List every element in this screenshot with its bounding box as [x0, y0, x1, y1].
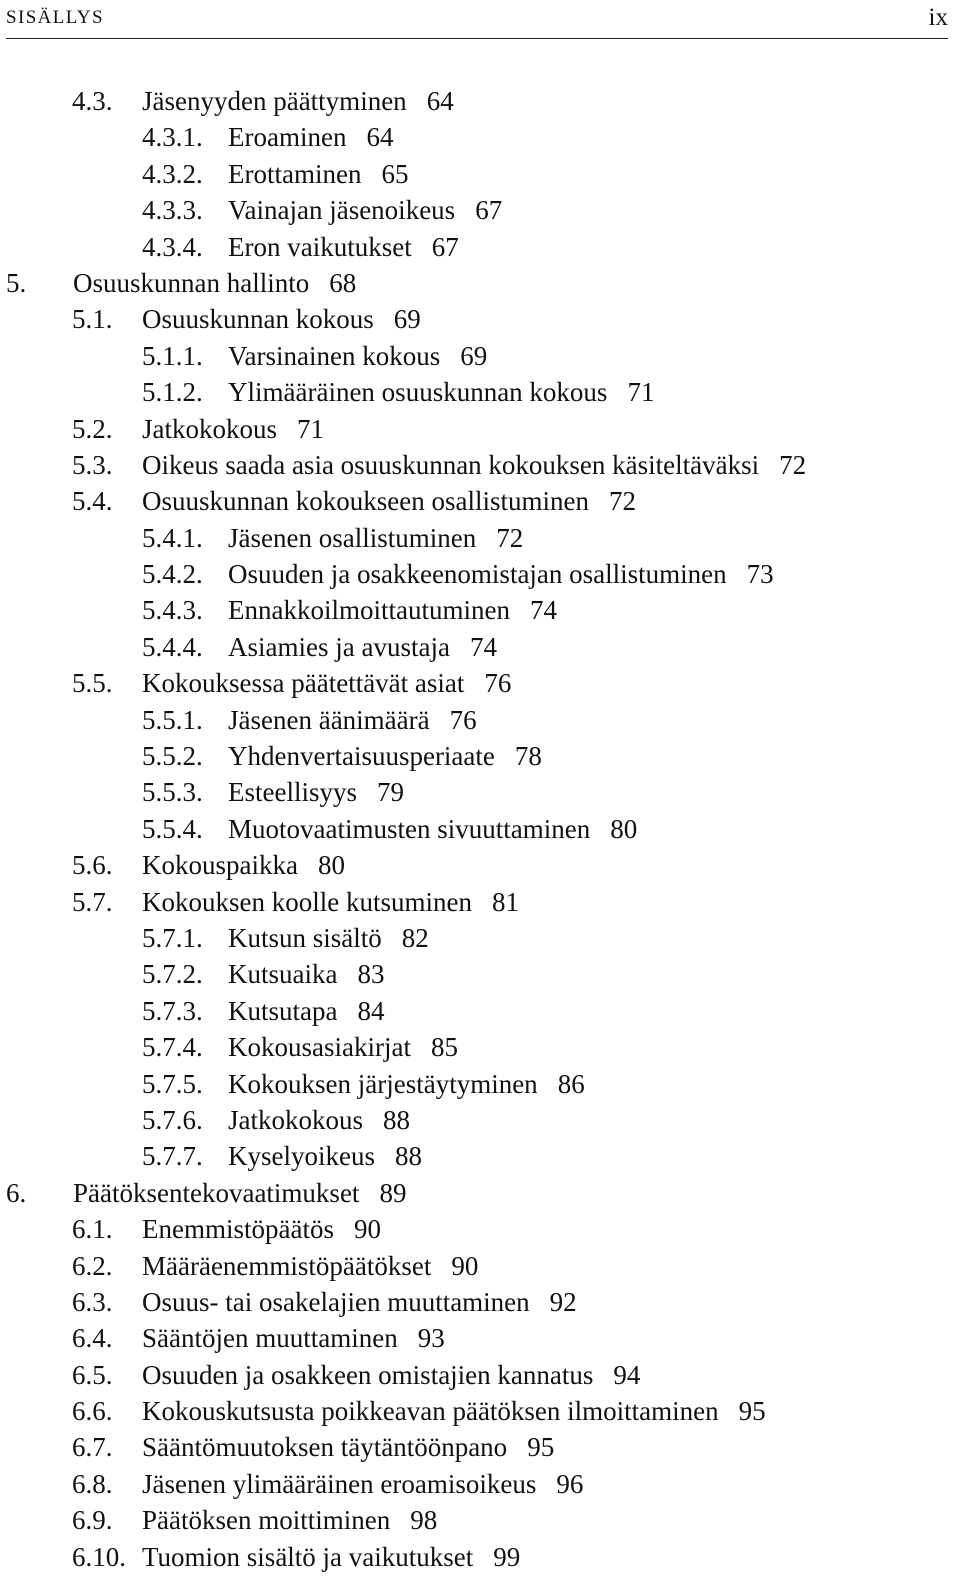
toc-entry-page: 95 [738, 1396, 766, 1427]
toc-entry[interactable] [0, 1066, 960, 1102]
toc-entry-number: 5.4. [72, 486, 113, 517]
toc-entry-text [228, 229, 459, 265]
toc-entry[interactable] [0, 884, 960, 920]
toc-entry-page: 78 [514, 741, 542, 772]
toc-entry-number: 6.9. [72, 1505, 113, 1536]
toc-entry-number: 6. [6, 1177, 27, 1208]
toc-entry-text [228, 1138, 422, 1174]
toc-entry-number: 5.7.2. [142, 959, 203, 990]
toc-entry-text [228, 811, 637, 847]
toc-entry-number: 5.5.4. [142, 813, 203, 844]
toc-entry-title: Sääntömuutoksen täytäntöönpano [142, 1432, 508, 1463]
toc-entry-number: 6.7. [72, 1432, 113, 1463]
toc-entry-text [228, 774, 404, 810]
toc-entry-page: 85 [430, 1032, 458, 1063]
toc-entry-title: Kutsutapa [228, 995, 338, 1026]
toc-entry-page: 67 [431, 231, 459, 262]
toc-entry[interactable] [0, 1248, 960, 1284]
toc-entry-text [228, 156, 408, 192]
toc-entry-title: Eron vaikutukset [228, 231, 412, 262]
toc-entry-page: 89 [379, 1177, 407, 1208]
toc-entry-page: 94 [613, 1359, 641, 1390]
toc-entry-page: 72 [496, 522, 524, 553]
toc-entry-page: 69 [460, 340, 488, 371]
toc-entry[interactable] [0, 665, 960, 701]
toc-entry-page: 76 [449, 704, 477, 735]
toc-entry-page: 74 [529, 595, 557, 626]
toc-entry-number: 5.7.6. [142, 1104, 203, 1135]
toc-entry-page: 82 [401, 922, 429, 953]
toc-entry-text [142, 447, 806, 483]
toc-entry-title: Osuuskunnan kokous [142, 304, 374, 335]
toc-entry[interactable] [0, 229, 960, 265]
toc-entry-page: 86 [557, 1068, 585, 1099]
toc-entry[interactable] [0, 1539, 960, 1575]
toc-entry[interactable] [0, 1320, 960, 1356]
toc-entry-number: 5.4.4. [142, 631, 203, 662]
toc-entry-text [142, 301, 421, 337]
toc-entry-number: 6.10. [72, 1541, 126, 1572]
toc-entry-page: 67 [475, 195, 503, 226]
toc-entry-number: 4.3. [72, 86, 113, 116]
toc-entry-title: Esteellisyys [228, 777, 357, 808]
toc-entry-title: Kokouksen koolle kutsuminen [142, 886, 472, 917]
toc-entry-title: Ennakkoilmoittautuminen [228, 595, 510, 626]
toc-entry-title: Kokouskutsusta poikkeavan päätöksen ilmoittaminen [142, 1396, 719, 1427]
toc-entry-title: Kutsuaika [228, 959, 338, 990]
toc-entry-page: 68 [329, 267, 357, 298]
toc-entry-text [228, 119, 393, 155]
toc-entry[interactable] [0, 556, 960, 592]
toc-entry-number: 5.7.1. [142, 922, 203, 953]
toc-entry-text [228, 374, 654, 410]
toc-entry-text [142, 884, 519, 920]
toc-entry-text [228, 556, 774, 592]
toc-entry-title: Tuomion sisältö ja vaikutukset [142, 1541, 474, 1572]
toc-entry-number: 5.4.1. [142, 522, 203, 553]
toc-entry-text [142, 1466, 583, 1502]
toc-entry-page: 83 [357, 959, 385, 990]
toc-entry-page: 71 [297, 413, 324, 444]
toc-entry[interactable] [0, 301, 960, 337]
toc-entry-page: 73 [746, 559, 774, 590]
toc-entry-page: 99 [493, 1541, 521, 1572]
toc-entry-number: 4.3.2. [142, 158, 203, 189]
toc-entry-title: Jatkokokous [228, 1104, 363, 1135]
toc-entry-page: 88 [383, 1104, 410, 1135]
toc-entry-text [142, 1284, 577, 1320]
toc-entry-title: Kutsun sisältö [228, 922, 382, 953]
toc-entry[interactable] [0, 83, 960, 119]
toc-entry-page: 74 [469, 631, 497, 662]
toc-entry-title: Päätöksen moittiminen [142, 1505, 391, 1536]
toc-entry-title: Osuuden ja osakkeenomistajan osallistuminen [228, 559, 727, 590]
toc-entry-text [228, 1029, 458, 1065]
toc-entry[interactable] [0, 811, 960, 847]
toc-entry-number: 6.1. [72, 1214, 113, 1245]
toc-entry-text [142, 411, 324, 447]
toc-entry[interactable] [0, 1175, 960, 1211]
toc-entry-number: 5.7.5. [142, 1068, 203, 1099]
toc-entry-number: 5.4.2. [142, 559, 203, 590]
toc-entry-title: Varsinainen kokous [228, 340, 441, 371]
toc-entry-page: 64 [366, 122, 394, 153]
toc-entry[interactable] [0, 1029, 960, 1065]
toc-entry-title: Eroaminen [228, 122, 347, 153]
toc-entry-text [142, 1429, 554, 1465]
toc-entry[interactable] [0, 1466, 960, 1502]
toc-entry-number: 5.6. [72, 850, 113, 881]
toc-entry-title: Osuuskunnan hallinto [73, 267, 310, 298]
toc-entry-page: 80 [610, 813, 638, 844]
toc-entry-page: 88 [394, 1141, 422, 1172]
toc-entry-page: 65 [381, 158, 409, 189]
toc-entry-title: Sääntöjen muuttaminen [142, 1323, 398, 1354]
toc-entry-text [142, 1211, 381, 1247]
toc-entry-number: 4.3.4. [142, 231, 203, 262]
toc-entry-number: 5.5.3. [142, 777, 203, 808]
toc-entry[interactable] [0, 1284, 960, 1320]
toc-entry-text [142, 1502, 437, 1538]
toc-entry-number: 5.7.3. [142, 995, 203, 1026]
toc-entry-text [228, 956, 384, 992]
toc-entry-text [228, 629, 497, 665]
toc-entry-page: 90 [353, 1214, 381, 1245]
toc-entry-number: 6.2. [72, 1250, 113, 1281]
toc-entry-title: Muotovaatimusten sivuuttaminen [228, 813, 591, 844]
toc-entry-title: Vainajan jäsenoikeus [228, 195, 456, 226]
toc-entry[interactable] [0, 774, 960, 810]
toc-entry-text [142, 1393, 766, 1429]
toc-entry-text [142, 1320, 445, 1356]
toc-entry-title: Jäsenyyden päättyminen [142, 86, 407, 116]
toc-entry-page: 92 [549, 1286, 577, 1317]
toc-entry[interactable] [0, 483, 960, 519]
toc-entry[interactable] [0, 956, 960, 992]
toc-entry-title: Osuuden ja osakkeen omistajien kannatus [142, 1359, 594, 1390]
toc-entry[interactable] [0, 338, 960, 374]
toc-entry-text [228, 192, 502, 228]
toc-entry[interactable] [0, 1502, 960, 1538]
toc-entry[interactable] [0, 1138, 960, 1174]
toc-entry-page: 81 [491, 886, 519, 917]
toc-entry-number: 5.4.3. [142, 595, 203, 626]
toc-entry-number: 5.2. [72, 413, 113, 444]
toc-entry-text [142, 483, 636, 519]
toc-entry-number: 5.1.2. [142, 377, 203, 408]
toc-entry-text [228, 738, 542, 774]
toc-entry-text [228, 702, 477, 738]
toc-entry-title: Kyselyoikeus [228, 1141, 375, 1172]
toc-entry-text [142, 1357, 640, 1393]
toc-entry-title: Päätöksentekovaatimukset [73, 1177, 360, 1208]
toc-entry[interactable] [0, 629, 960, 665]
toc-entry-number: 4.3.1. [142, 122, 203, 153]
toc-entry-page: 93 [417, 1323, 445, 1354]
toc-entry[interactable] [0, 192, 960, 228]
toc-entry-number: 5.7.7. [142, 1141, 203, 1172]
toc-entry-number: 5.5. [72, 668, 113, 699]
toc-entry-text [228, 920, 429, 956]
toc-entry[interactable] [0, 1102, 960, 1138]
toc-entry-title: Enemmistöpäätös [142, 1214, 334, 1245]
header-title: SISÄLLYS [6, 7, 104, 28]
toc-entry-page: 76 [484, 668, 512, 699]
toc-entry-title: Jäsenen ylimääräinen eroamisoikeus [142, 1468, 537, 1499]
toc-entry-title: Asiamies ja avustaja [228, 631, 450, 662]
toc-entry-title: Määräenemmistöpäätökset [142, 1250, 432, 1281]
toc-entry-page: 80 [317, 850, 345, 881]
toc-entry-text [142, 83, 454, 119]
toc-entry-title: Kokouksessa päätettävät asiat [142, 668, 465, 699]
toc-entry-page: 96 [556, 1468, 584, 1499]
toc-entry[interactable] [0, 592, 960, 628]
toc-entry-text [228, 520, 523, 556]
toc-entry-page: 64 [426, 86, 454, 116]
toc-entry-title: Jäsenen osallistuminen [228, 522, 477, 553]
toc-entry-number: 6.6. [72, 1396, 113, 1427]
toc-entry-title: Jatkokokous [142, 413, 277, 444]
running-header [6, 4, 948, 39]
toc-entry-title: Jäsenen äänimäärä [228, 704, 430, 735]
toc-entry-title: Oikeus saada asia osuuskunnan kokouksen käsiteltäväksi [142, 449, 760, 480]
toc-entry-number: 5.1. [72, 304, 113, 335]
toc-entry[interactable] [0, 1211, 960, 1247]
toc-entry-title: Kokousasiakirjat [228, 1032, 411, 1063]
toc-entry-text [228, 993, 384, 1029]
toc-entry[interactable] [0, 265, 960, 301]
toc-entry[interactable] [0, 738, 960, 774]
toc-entry-number: 5. [6, 267, 27, 298]
toc-entry-page: 69 [393, 304, 421, 335]
toc-entry-text [142, 1539, 520, 1575]
toc-entry-number: 5.3. [72, 449, 113, 480]
toc-entry-page: 95 [527, 1432, 555, 1463]
toc-entry-text [228, 338, 487, 374]
toc-entry[interactable] [0, 1357, 960, 1393]
toc-entry-number: 5.7.4. [142, 1032, 203, 1063]
toc-entry[interactable] [0, 702, 960, 738]
toc-entry[interactable] [0, 520, 960, 556]
toc-entry-number: 6.3. [72, 1286, 113, 1317]
toc-entry-page: 90 [451, 1250, 479, 1281]
toc-entry-title: Kokouksen järjestäytyminen [228, 1068, 538, 1099]
toc-entry[interactable] [0, 993, 960, 1029]
toc-entry-number: 6.8. [72, 1468, 113, 1499]
toc-entry-number: 5.5.1. [142, 704, 203, 735]
toc-entry-page: 98 [410, 1505, 438, 1536]
toc-entry[interactable] [0, 447, 960, 483]
table-of-contents [0, 83, 960, 1575]
toc-entry-text [142, 847, 345, 883]
toc-entry-text [142, 665, 511, 701]
toc-entry-title: Kokouspaikka [142, 850, 298, 881]
header-page-number: ix [928, 4, 948, 31]
toc-entry-page: 71 [627, 377, 655, 408]
toc-entry[interactable] [0, 119, 960, 155]
toc-entry-text [142, 1248, 478, 1284]
toc-entry[interactable] [0, 156, 960, 192]
toc-entry-number: 6.4. [72, 1323, 113, 1354]
toc-entry-number: 6.5. [72, 1359, 113, 1390]
toc-entry-title: Yhdenvertaisuusperiaate [228, 741, 495, 772]
toc-entry-text [73, 265, 356, 301]
toc-entry-page: 84 [357, 995, 385, 1026]
toc-entry-page: 79 [377, 777, 404, 808]
toc-entry-text [228, 1102, 410, 1138]
toc-entry-number: 5.7. [72, 886, 113, 917]
toc-entry-title: Ylimääräinen osuuskunnan kokous [228, 377, 608, 408]
toc-entry-title: Osuuskunnan kokoukseen osallistuminen [142, 486, 589, 517]
toc-entry[interactable] [0, 411, 960, 447]
toc-entry[interactable] [0, 1429, 960, 1465]
toc-entry-page: 72 [779, 449, 807, 480]
toc-entry-number: 4.3.3. [142, 195, 203, 226]
toc-entry-number: 5.5.2. [142, 741, 203, 772]
toc-entry[interactable] [0, 1393, 960, 1429]
toc-entry[interactable] [0, 847, 960, 883]
toc-entry-title: Osuus- tai osakelajien muuttaminen [142, 1286, 530, 1317]
toc-entry-text [73, 1175, 406, 1211]
toc-entry-text [228, 592, 557, 628]
toc-entry-title: Erottaminen [228, 158, 362, 189]
toc-entry[interactable] [0, 920, 960, 956]
toc-entry-text [228, 1066, 585, 1102]
toc-entry-number: 5.1.1. [142, 340, 203, 371]
toc-entry-page: 72 [608, 486, 636, 517]
toc-entry[interactable] [0, 374, 960, 410]
